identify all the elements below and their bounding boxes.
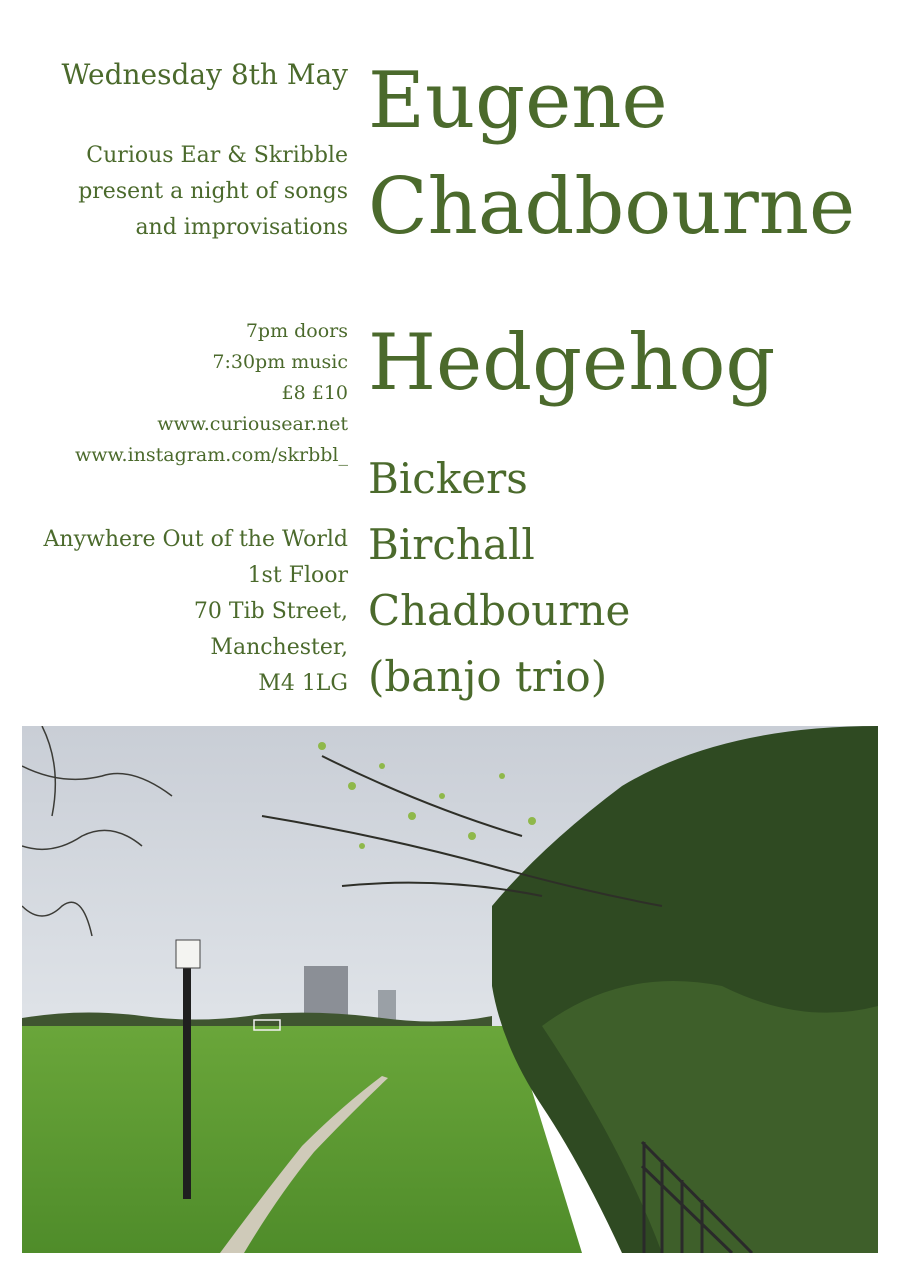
tagline xyxy=(78,138,348,246)
act-item: (banjo trio) xyxy=(368,652,608,701)
act-item: Bickers xyxy=(368,454,528,503)
support-act: Hedgehog xyxy=(368,318,776,408)
event-details xyxy=(75,316,348,471)
venue-street: 70 Tib Street, xyxy=(193,599,348,624)
act-item: Birchall xyxy=(368,520,535,569)
ticket-price: £8 £10 xyxy=(281,382,348,404)
tagline-line: present a night of songs xyxy=(78,179,348,204)
park-photo xyxy=(22,726,878,1253)
venue-address xyxy=(44,522,348,702)
tagline-line: Curious Ear & Skribble xyxy=(86,143,348,168)
headliner xyxy=(368,48,855,260)
act-item: Chadbourne xyxy=(368,586,631,635)
instagram-link[interactable]: www.instagram.com/skrbbl_ xyxy=(75,444,348,466)
signpost-pole xyxy=(183,964,191,1199)
act-list xyxy=(368,446,630,710)
venue-postcode: M4 1LG xyxy=(258,671,348,696)
headliner-first-name: Eugene xyxy=(368,56,668,146)
field xyxy=(22,1026,582,1253)
website-link[interactable]: www.curiousear.net xyxy=(157,413,348,435)
headliner-last-name: Chadbourne xyxy=(368,162,856,252)
venue-city: Manchester, xyxy=(210,635,348,660)
venue-floor: 1st Floor xyxy=(247,563,348,588)
event-date: Wednesday 8th May xyxy=(61,58,348,91)
signpost-sign xyxy=(176,940,200,968)
doors-time: 7pm doors xyxy=(245,320,348,342)
tagline-line: and improvisations xyxy=(135,215,348,240)
music-time: 7:30pm music xyxy=(212,351,348,373)
venue-name: Anywhere Out of the World xyxy=(43,527,348,552)
park-photo-image xyxy=(22,726,878,1253)
